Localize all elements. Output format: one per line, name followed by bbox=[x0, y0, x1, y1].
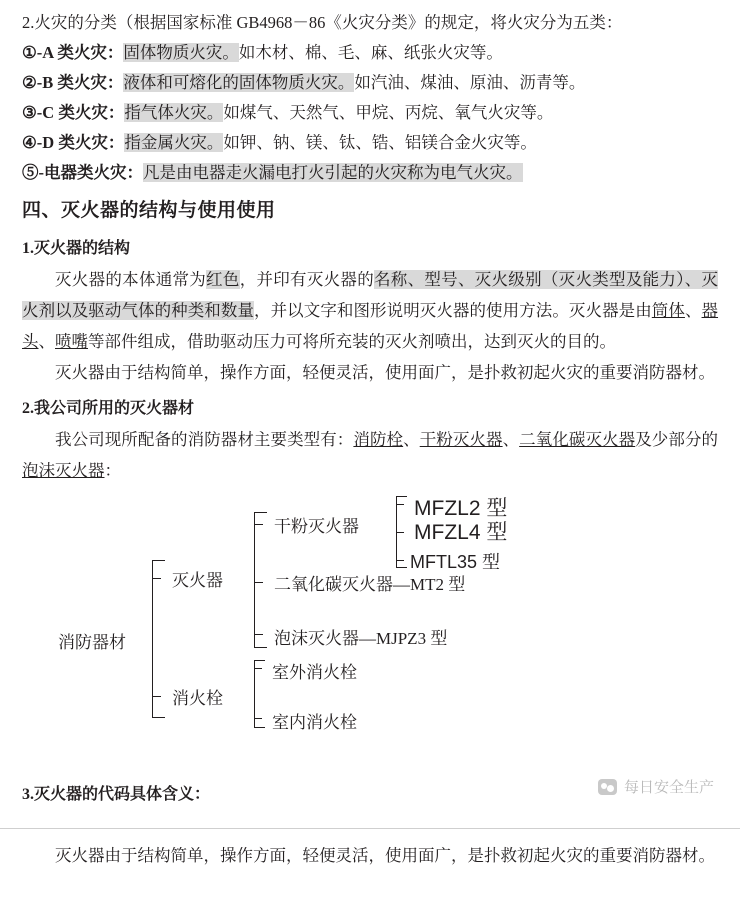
fire-class-highlight-a: 固体物质火灾。 bbox=[123, 43, 239, 62]
root-tick-1 bbox=[152, 578, 161, 579]
fire-class-highlight-c: 指气体火灾。 bbox=[124, 103, 224, 122]
hyd-tick-1 bbox=[254, 668, 262, 669]
page-divider bbox=[0, 828, 740, 829]
s2-p1-d: 及少部分的 bbox=[635, 430, 719, 449]
watermark bbox=[598, 776, 714, 797]
subsection-1-title: 1.灭火器的结构 bbox=[22, 240, 131, 257]
diagram-branch-hydrant: 消火栓 bbox=[172, 689, 223, 708]
diagram-model-2: MFZL4 型 bbox=[414, 521, 508, 544]
section-four-title: 四、灭火器的结构与使用使用 bbox=[22, 200, 276, 221]
footer-block bbox=[22, 840, 718, 871]
ext-tick-2 bbox=[254, 582, 263, 583]
s1-p1-f: 等部件组成，借助驱动压力可将所充装的灭火剂喷出，达到灭火的目的。 bbox=[88, 332, 616, 351]
ext-tick-1 bbox=[254, 524, 263, 525]
fire-class-marker-c: ③-C 类火灾： bbox=[22, 103, 125, 122]
subsection-3-title: 3.灭火器的代码具体含义： bbox=[22, 786, 211, 803]
s2-p1-underline-4: 泡沫灭火器 bbox=[22, 461, 105, 480]
fire-class-item-a bbox=[22, 38, 718, 68]
root-tick-2 bbox=[152, 696, 161, 697]
ext-tick-3 bbox=[254, 634, 263, 635]
fire-class-highlight-d: 指金属火灾。 bbox=[124, 133, 224, 152]
s1-p1-highlight-2: 名称、型号、灭火级别（灭火类型及能力）、灭火剂以及驱动气体的种类和数量 bbox=[22, 270, 719, 320]
model-tick-2 bbox=[396, 532, 404, 533]
diagram-foam: 泡沫灭火器—MJPZ3 型 bbox=[274, 629, 448, 648]
s2-p1-underline-1: 消防栓 bbox=[353, 430, 404, 449]
fire-class-highlight-e: 凡是由电器走火漏电打火引起的火灾称为电气火灾。 bbox=[143, 163, 523, 182]
diagram-model-3: MFTL35 型 bbox=[410, 552, 501, 572]
diagram-branch-extinguisher: 灭火器 bbox=[172, 571, 223, 590]
hyd-tick-2 bbox=[254, 718, 262, 719]
s1-p1-a: 灭火器的本体通常为 bbox=[55, 270, 207, 289]
s1-p1-underline-1: 筒体 bbox=[651, 301, 685, 320]
watermark-text: 每日安全生产 bbox=[623, 779, 714, 796]
fire-class-rest-a: 如木材、棉、毛、麻、纸张火灾等。 bbox=[238, 43, 503, 62]
model-tick-3 bbox=[396, 560, 404, 561]
footer-paragraph: 灭火器由于结构简单，操作方面，轻便灵活，使用面广，是扑救初起火灾的重要消防器材。 bbox=[55, 846, 715, 865]
fire-class-item-e bbox=[22, 158, 718, 188]
fire-class-marker-b: ②-B 类火灾： bbox=[22, 73, 124, 92]
diagram-hydrant-outdoor: 室外消火栓 bbox=[272, 663, 357, 682]
diagram-co2: 二氧化碳灭火器—MT2 型 bbox=[274, 575, 466, 594]
fire-class-marker-d: ④-D 类火灾： bbox=[22, 133, 125, 152]
diagram-model-1: MFZL2 型 bbox=[414, 497, 508, 520]
diagram-hydrant-indoor: 室内消火栓 bbox=[272, 713, 357, 732]
s1-p1-highlight-1: 红色 bbox=[206, 270, 240, 289]
s1-p1-c: ，并以文字和图形说明灭火器的使用方法。灭火器是由 bbox=[254, 301, 652, 320]
subsection-1-paragraph-1 bbox=[22, 264, 718, 357]
fire-class-marker-e: ⑤-电器类火灾： bbox=[22, 163, 143, 182]
subsection-1-paragraph-2: 灭火器由于结构简单，操作方面，轻便灵活，使用面广，是扑救初起火灾的重要消防器材。 bbox=[55, 363, 715, 382]
equipment-tree-diagram bbox=[22, 497, 718, 770]
s2-p1-b: 、 bbox=[403, 430, 420, 449]
s2-p1-e: ： bbox=[104, 461, 121, 480]
s2-p1-underline-2: 干粉灭火器 bbox=[419, 430, 503, 449]
s1-p1-d: 、 bbox=[684, 301, 702, 320]
s1-p1-e: 、 bbox=[38, 332, 55, 351]
diagram-dry-powder: 干粉灭火器 bbox=[274, 517, 359, 536]
wechat-icon bbox=[598, 779, 617, 795]
diagram-root-label: 消防器材 bbox=[58, 633, 126, 652]
extinguisher-brace bbox=[254, 512, 267, 648]
root-brace bbox=[152, 560, 165, 718]
s1-p1-underline-2: 器头 bbox=[22, 301, 719, 351]
s1-p1-b: ，并印有灭火器的 bbox=[239, 270, 374, 289]
s2-p1-a: 我公司现所配备的消防器材主要类型有： bbox=[55, 430, 354, 449]
fire-class-marker-a: ①-A 类火灾： bbox=[22, 43, 124, 62]
s1-p1-underline-3: 喷嘴 bbox=[55, 332, 88, 351]
fire-class-rest-b: 如汽油、煤油、原油、沥青等。 bbox=[354, 73, 586, 92]
fire-class-item-b bbox=[22, 68, 718, 98]
s2-p1-c: 、 bbox=[502, 430, 520, 449]
fire-class-item-c bbox=[22, 98, 718, 128]
subsection-2-paragraph-1 bbox=[22, 424, 718, 486]
fire-class-highlight-b: 液体和可熔化的固体物质火灾。 bbox=[123, 73, 355, 92]
subsection-2-title: 2.我公司所用的灭火器材 bbox=[22, 400, 195, 417]
fire-classification-intro: 2.火灾的分类（根据国家标准 GB4968－86《火灾分类》的规定，将火灾分为五类： bbox=[22, 13, 623, 32]
s2-p1-underline-3: 二氧化碳灭火器 bbox=[519, 430, 636, 449]
fire-class-item-d bbox=[22, 128, 718, 158]
fire-class-rest-d: 如钾、钠、镁、钛、锆、铝镁合金火灾等。 bbox=[223, 133, 537, 152]
model-tick-1 bbox=[396, 504, 404, 505]
fire-class-rest-c: 如煤气、天然气、甲烷、丙烷、氧气火灾等。 bbox=[223, 103, 554, 122]
